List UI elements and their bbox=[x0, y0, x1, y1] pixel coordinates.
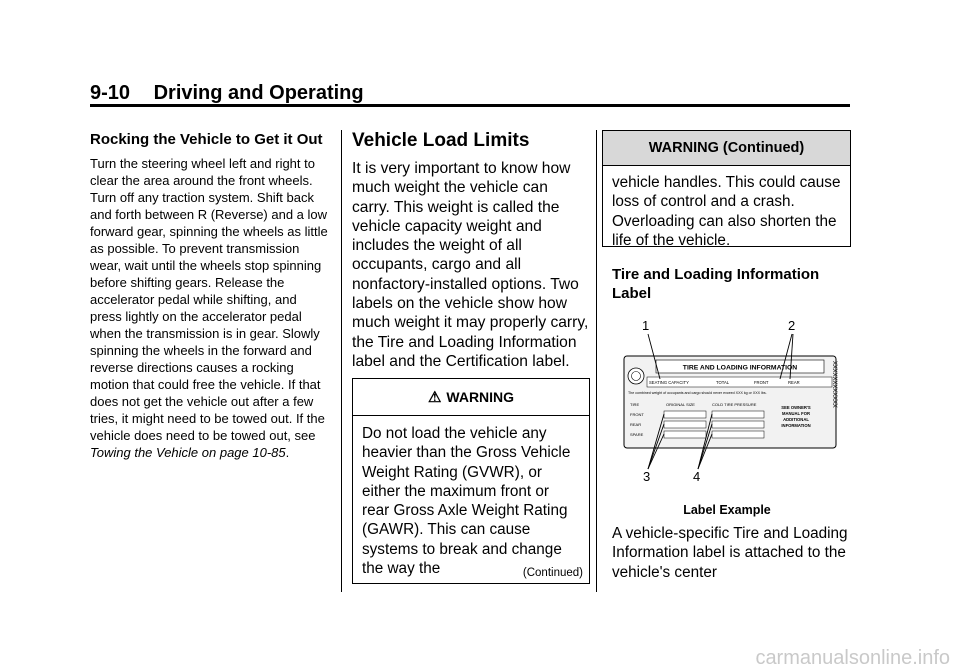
callout-4: 4 bbox=[693, 469, 701, 484]
see-manual-line-2: MANUAL FOR bbox=[781, 411, 811, 416]
load-limits-body: It is very important to know how much weight the vehicle can carry. This weight is called the vehicle capacity weight and includes the weight of all occupants, cargo and all nonfactory-installed options. Two labels on the vehicle show how much weight it may properly carry, the Tire and Loading Information label and the Certification label. bbox=[352, 160, 589, 370]
label-title: TIRE AND LOADING INFORMATION bbox=[682, 364, 798, 372]
column-divider-1 bbox=[341, 130, 342, 592]
warning-continued-box bbox=[602, 130, 851, 247]
cold-tire-pressure-label: COLD TIRE PRESSURE bbox=[712, 402, 757, 407]
tire-column-label: TIRE bbox=[630, 402, 640, 407]
callout-2: 2 bbox=[788, 318, 796, 333]
rocking-heading: Rocking the Vehicle to Get it Out bbox=[90, 131, 323, 148]
label-side-marks: XXXXXXXXXXXX bbox=[831, 361, 838, 408]
figure-caption: Label Example bbox=[683, 503, 771, 517]
towing-reference-link[interactable]: Towing the Vehicle on page 10-85 bbox=[90, 445, 286, 460]
page-header bbox=[90, 82, 364, 105]
callout-1: 1 bbox=[642, 318, 650, 333]
see-manual-line-4: INFORMATION bbox=[781, 423, 811, 428]
see-manual-line-3: ADDITIONAL bbox=[783, 417, 809, 422]
rear-label: REAR bbox=[788, 380, 800, 385]
warning-continued: (Continued) bbox=[522, 567, 583, 579]
seating-capacity-label: SEATING CAPACITY bbox=[649, 380, 689, 385]
warning-triangle-icon: ⚠ bbox=[427, 389, 442, 406]
tire-label-body: A vehicle-specific Tire and Loading Information label is attached to the vehicle's center bbox=[612, 525, 848, 581]
watermark: carmanualsonline.info bbox=[755, 647, 950, 669]
front-row-label: FRONT bbox=[630, 412, 644, 417]
column-1 bbox=[90, 130, 330, 461]
warning-continued-body: vehicle handles. This could cause loss of control and a crash. Overloading can also shorten the life of the vehicle. bbox=[612, 174, 841, 249]
label-seal-icon bbox=[628, 368, 644, 384]
spare-row-label: SPARE bbox=[630, 432, 644, 437]
column-divider-2 bbox=[596, 130, 597, 592]
rear-row-label: REAR bbox=[630, 422, 642, 427]
combined-weight-text: The combined weight of occupants and cargo should never exceed XXX kg or XXX lbs. bbox=[628, 391, 767, 395]
load-limits-heading: Vehicle Load Limits bbox=[352, 130, 530, 151]
original-size-label: ORIGINAL SIZE bbox=[666, 402, 695, 407]
total-label: TOTAL bbox=[716, 380, 730, 385]
section-title: Driving and Operating bbox=[153, 82, 364, 104]
tire-loading-label-figure bbox=[620, 314, 850, 498]
tire-label-heading: Tire and Loading Information Label bbox=[612, 266, 820, 302]
callout-3: 3 bbox=[643, 469, 651, 484]
column-2 bbox=[352, 130, 590, 371]
see-manual-line-1: SEE OWNER'S bbox=[781, 405, 811, 410]
warning-title: ⚠ WARNING bbox=[353, 379, 589, 416]
warning-body: Do not load the vehicle any heavier than the Gross Vehicle Weight Rating (GVWR), or either the maximum front or rear Gross Axle Weight Rating (GAWR). This can cause systems to break and change the way the bbox=[362, 425, 571, 578]
rocking-body: Turn the steering wheel left and right to clear the area around the front wheels. Turn off any traction system. Shift back and forth between R (Reverse) and a low forward gear, spinning the wheels as little as possible. To prevent transmission wear, wait until the wheels stop spinning before shifting gears. Release the accelerator pedal while shifting, and press lightly on the accelerator pedal when the transmission is in gear. Slowly spinning the wheels in the forward and reverse directions causes a rocking motion that could free the vehicle. If that does not get the vehicle out after a few tries, it might need to be towed out. If the vehicle does need to be towed out, see Towing the Vehicle on page 10-85. bbox=[90, 156, 328, 460]
warning-box bbox=[352, 378, 590, 584]
front-label: FRONT bbox=[754, 380, 769, 385]
page-number: 9-10 bbox=[90, 82, 131, 104]
warning-continued-title: WARNING (Continued) bbox=[603, 131, 850, 166]
header-rule bbox=[90, 104, 850, 107]
